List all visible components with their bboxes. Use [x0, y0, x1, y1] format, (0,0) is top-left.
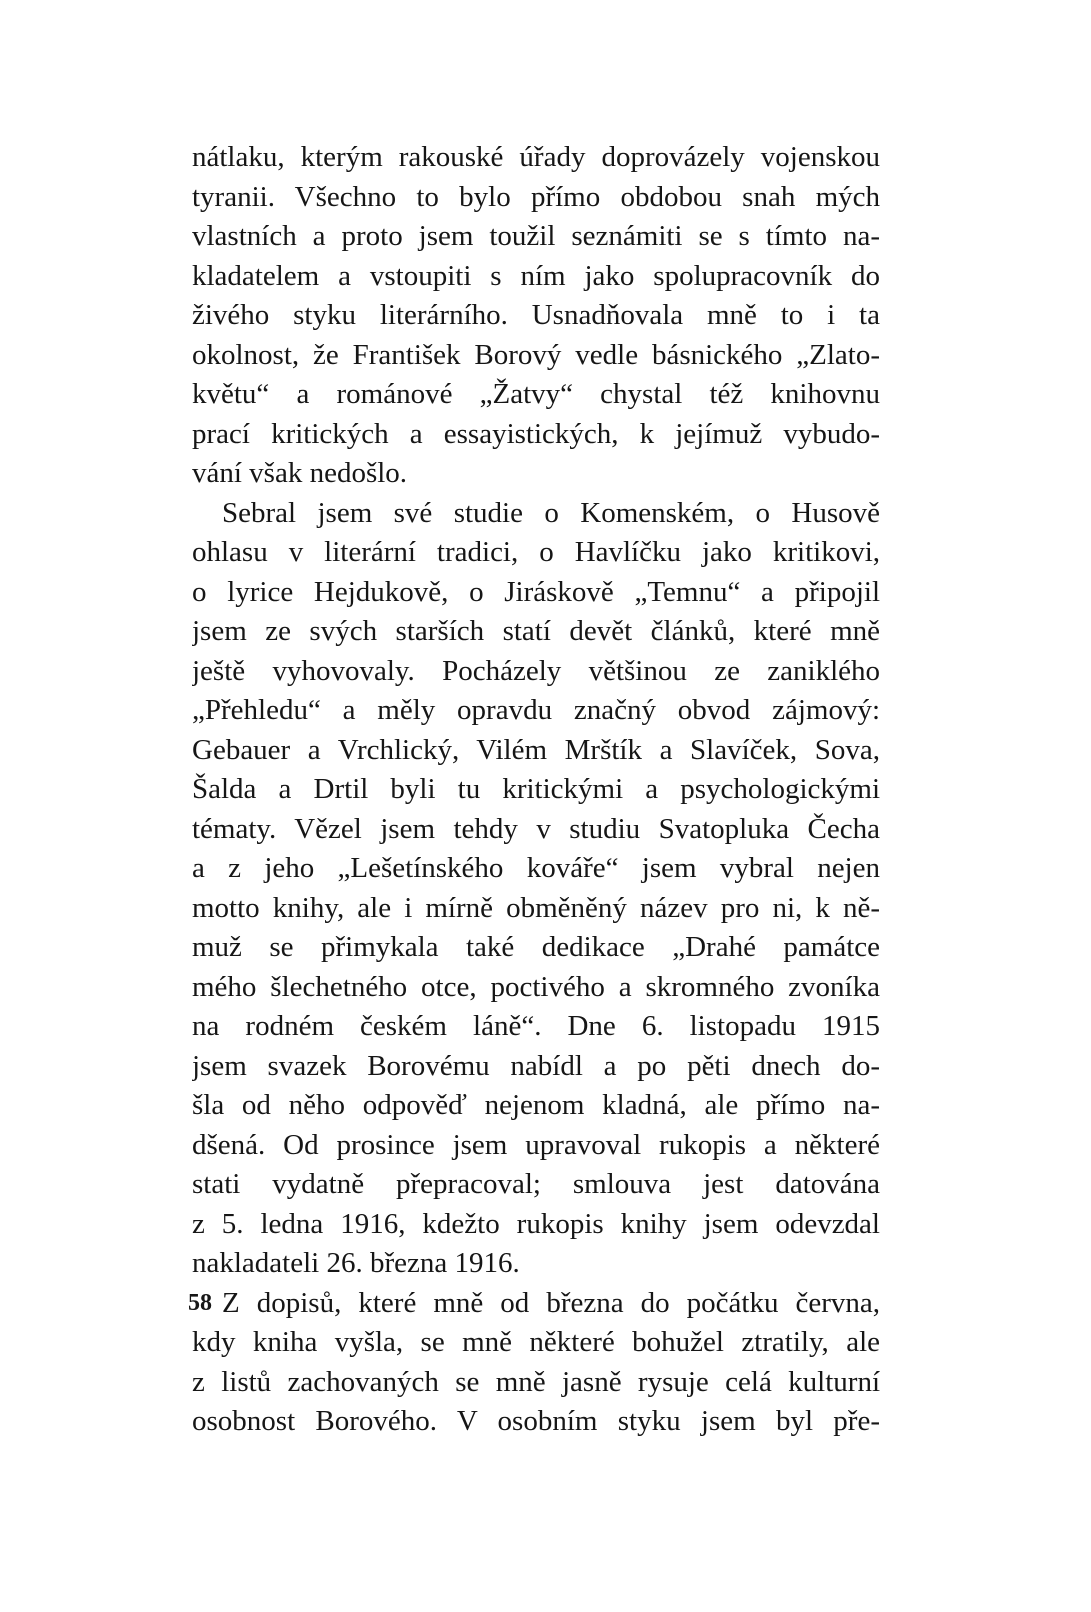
text-line: vání však nedošlo.	[192, 457, 408, 489]
text-line: tyranii. Všechno to bylo přímo obdobou snah mých	[192, 180, 880, 213]
text-line: šla od něho odpověď nejenom kladná, ale přímo na-	[192, 1089, 880, 1121]
text-line: živého styku literárního. Usnadňovala mně to i ta	[192, 299, 880, 331]
text-line: osobnost Borového. V osobním styku jsem byl pře-	[192, 1405, 880, 1437]
text-line: nakladateli 26. března 1916.	[192, 1247, 520, 1279]
page-number: 58	[188, 1290, 212, 1316]
body-text	[192, 138, 880, 1442]
text-line: muž se přimykala také dedikace „Drahé památce	[192, 931, 880, 963]
text-line: jsem svazek Borovému nabídl a po pěti dnech do-	[192, 1049, 880, 1082]
text-line: květu“ a románové „Žatvy“ chystal též knihovnu	[192, 378, 880, 410]
text-line: z 5. ledna 1916, kdežto rukopis knihy jsem odevzdal	[192, 1207, 880, 1240]
text-line: tématy. Vězel jsem tehdy v studiu Svatopluka Čecha	[192, 812, 880, 845]
text-line: nátlaku, kterým rakouské úřady doprovázely vojenskou	[192, 141, 880, 173]
text-line: ohlasu v literární tradici, o Havlíčku jako kritikovi,	[192, 536, 880, 568]
text-line: dšená. Od prosince jsem upravoval rukopis a některé	[192, 1128, 880, 1161]
paragraph-first-line: Z dopisů, které mně od března do počátku června,	[222, 1286, 880, 1319]
text-line: o lyrice Hejdukově, o Jiráskově „Temnu“ a připojil	[192, 575, 880, 608]
text-line: prací kritických a essayistických, k jejímuž vybudo-	[192, 417, 880, 450]
text-line: motto knihy, ale i mírně obměněný název pro ni, k ně-	[192, 891, 880, 924]
text-line: kdy kniha vyšla, se mně některé bohužel ztratily, ale	[192, 1326, 880, 1358]
text-line: stati vydatně přepracoval; smlouva jest datována	[192, 1168, 880, 1200]
text-line: kladatelem a vstoupiti s ním jako spolupracovník do	[192, 259, 880, 292]
text-line: mého šlechetného otce, poctivého a skromného zvoníka	[192, 970, 880, 1003]
text-line: „Přehledu“ a měly opravdu značný obvod zájmový:	[192, 694, 880, 726]
text-line: Šalda a Drtil byli tu kritickými a psychologickými	[192, 773, 880, 805]
paragraph-first-line: Sebral jsem své studie o Komenském, o Husově	[222, 496, 880, 529]
text-line: a z jeho „Lešetínského kováře“ jsem vybral nejen	[192, 852, 880, 884]
text-line: Gebauer a Vrchlický, Vilém Mrštík a Slavíček, Sova,	[192, 733, 880, 766]
text-line: okolnost, že František Borový vedle básnického „Zlato-	[192, 338, 880, 371]
text-line: na rodném českém láně“. Dne 6. listopadu 1915	[192, 1010, 880, 1042]
text-line: jsem ze svých starších statí devět článků, které mně	[192, 615, 880, 647]
text-line: ještě vyhovovaly. Pocházely většinou ze zaniklého	[192, 654, 880, 687]
text-line: vlastních a proto jsem toužil seznámiti se s tímto na-	[192, 220, 880, 252]
text-line: z listů zachovaných se mně jasně rysuje celá kulturní	[192, 1365, 880, 1398]
